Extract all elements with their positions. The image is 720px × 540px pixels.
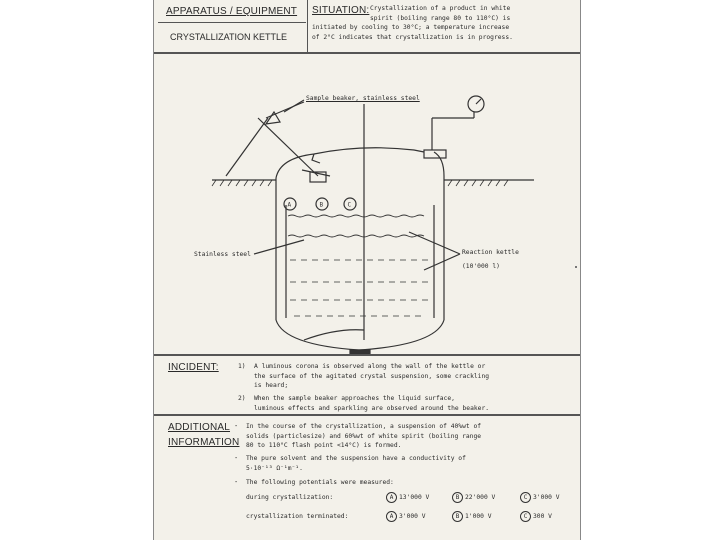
additional-bullet-2	[246, 454, 576, 473]
circle-a: A	[386, 492, 397, 503]
incident-item-2-num: 2)	[238, 395, 246, 402]
incident-line: is heard;	[254, 382, 289, 389]
potentials-row-label: crystallization terminated:	[246, 513, 349, 520]
potential-b: B 22'000 V	[450, 492, 495, 503]
document-sheet	[153, 0, 581, 540]
incident-item-1-num: 1)	[238, 363, 246, 370]
additional-line: The following potentials were measured:	[246, 479, 394, 486]
scan-speck	[575, 266, 577, 268]
situation-label: SITUATION:	[312, 5, 370, 16]
circle-c: C	[520, 511, 531, 522]
stainless-steel-label: Stainless steel	[194, 251, 251, 258]
apparatus-value: CRYSTALLIZATION KETTLE	[170, 32, 288, 42]
situation-line: Crystallization of a product in white	[370, 5, 511, 12]
situation-line: spirit (boiling range 80 to 110°C) is	[370, 14, 511, 22]
circle-c: C	[520, 492, 531, 503]
incident-line: When the sample beaker approaches the liquid surface,	[254, 395, 455, 402]
potential-a: A 13'000 V	[384, 492, 429, 503]
point-b: B	[319, 201, 324, 209]
reaction-kettle-label: Reaction kettle	[462, 249, 519, 256]
incident-line: A luminous corona is observed along the wall of the kettle or	[254, 363, 486, 370]
incident-item-2	[254, 394, 576, 413]
potential-c: C 3'000 V	[518, 492, 560, 503]
point-a: A	[287, 201, 292, 209]
bullet-mark: -	[234, 454, 239, 462]
incident-line: the surface of the agitated crystal suspension, some crackling	[254, 372, 490, 380]
incident-line: luminous effects and sparkling are observed around the beaker.	[254, 404, 490, 412]
circle-b: B	[452, 511, 463, 522]
circle-a: A	[386, 511, 397, 522]
additional-line: solids (particlesize) and 60%wt of white spirit (boiling range	[246, 432, 482, 440]
potentials-row-label: during crystallization:	[246, 494, 334, 501]
additional-line: The pure solvent and the suspension have a conductivity of	[246, 455, 466, 462]
bullet-mark: -	[234, 422, 239, 430]
situation-line: initiated by cooling to 30°C; a temperature increase	[312, 24, 510, 31]
circle-b: B	[452, 492, 463, 503]
additional-label-1: ADDITIONAL	[168, 422, 231, 433]
additional-line: 5·10⁻¹³ Ω⁻¹m⁻¹.	[246, 464, 303, 472]
situation-line: of 2°C indicates that crystallization is in progress.	[312, 33, 513, 41]
incident-top-rule	[154, 354, 580, 356]
additional-label-2: INFORMATION	[168, 437, 240, 448]
additional-bullet-1	[246, 422, 576, 451]
incident-item-1	[254, 362, 576, 391]
additional-line: In the course of the crystallization, a suspension of 40%wt of	[246, 423, 482, 430]
potential-c: C 300 V	[518, 511, 552, 522]
apparatus-label: APPARATUS / EQUIPMENT	[166, 6, 298, 17]
additional-top-rule	[154, 414, 580, 416]
potential-b: B 1'000 V	[450, 511, 492, 522]
sample-beaker-label: Sample beaker, stainless steel	[306, 95, 420, 102]
point-c: C	[347, 201, 352, 209]
reaction-kettle-volume: (10'000 l)	[462, 263, 500, 270]
additional-bullet-3	[246, 478, 576, 488]
incident-label: INCIDENT:	[168, 362, 219, 373]
potential-a: A 3'000 V	[384, 511, 426, 522]
additional-line: 80 to 110°C flash point <14°C) is formed.	[246, 442, 402, 449]
kettle-diagram	[154, 0, 580, 360]
bullet-mark: -	[234, 478, 239, 486]
